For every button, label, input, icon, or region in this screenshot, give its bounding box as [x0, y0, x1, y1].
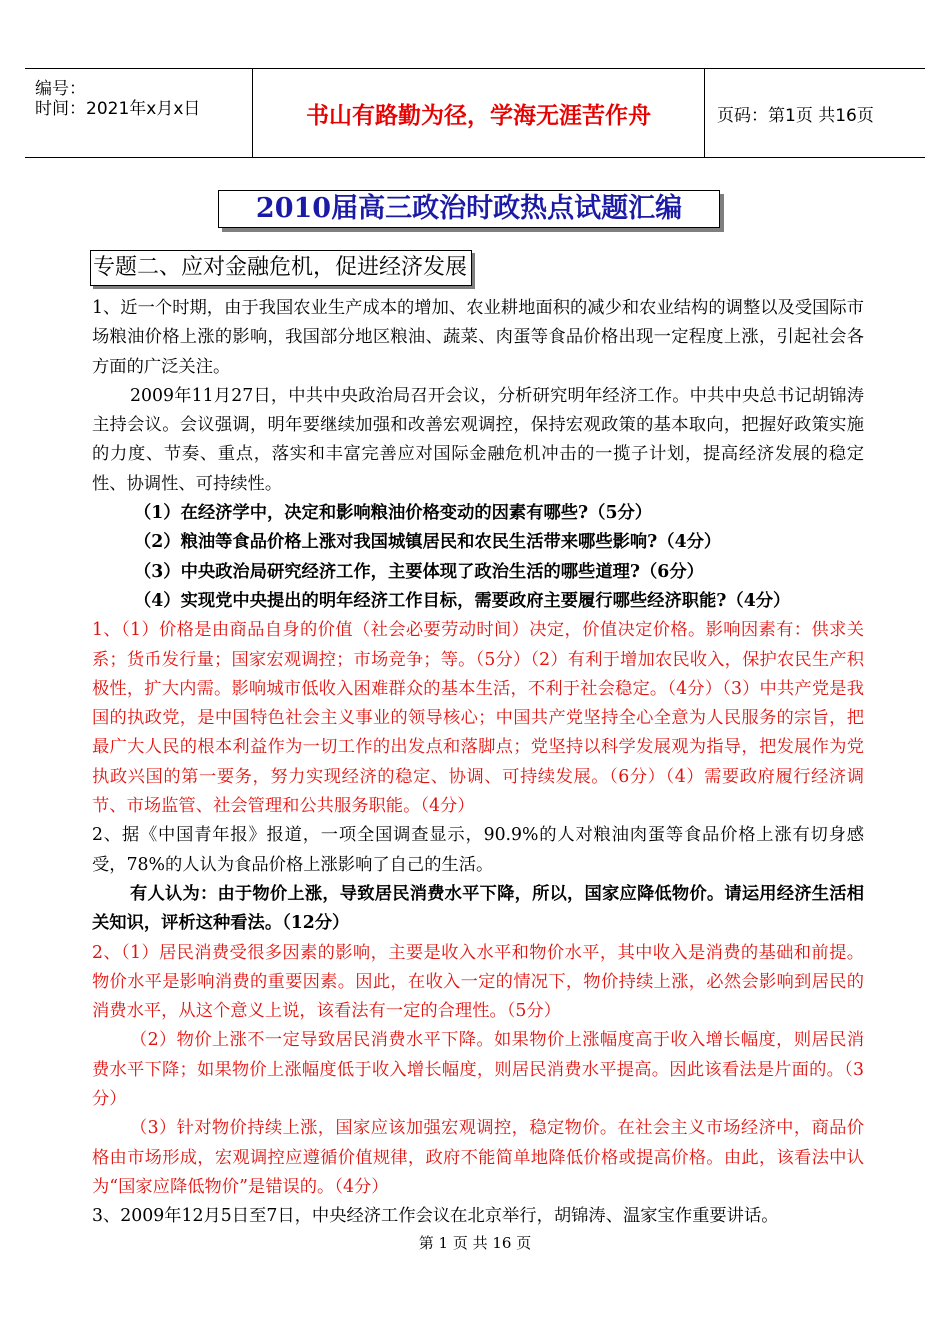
q2-intro: 2、据《中国青年报》报道，一项全国调查显示，90.9%的人对粮油肉蛋等食品价格上涨有切身感受，78%的人认为食品价格上涨影响了自己的生活。	[92, 825, 864, 875]
time-label: 时间：2021年x月x日	[35, 99, 201, 119]
page-header	[25, 68, 925, 158]
answer-2-part3: （3）针对物价持续上涨，国家应该加强宏观调控，稳定物价。在社会主义市场经济中，商品价格由市场形成，宏观调控应遵循价值规律，政府不能简单地降低价格或提高价格。由此，该看法中认为“国家应降低物价”是错误的。（4分）	[92, 1118, 864, 1197]
q1-intro: 1、近一个时期，由于我国农业生产成本的增加、农业耕地面积的减少和农业结构的调整以及受国际市场粮油价格上涨的影响，我国部分地区粮油、蔬菜、肉蛋等食品价格出现一定程度上涨，引起社会各方面的广泛关注。	[92, 298, 864, 377]
q1-sub2: （2）粮油等食品价格上涨对我国城镇居民和农民生活带来哪些影响?（4分）	[134, 532, 722, 553]
q1-sub4: （4）实现党中央提出的明年经济工作目标，需要政府主要履行哪些经济职能?（4分）	[134, 590, 791, 611]
document-body	[92, 294, 864, 1232]
header-meta	[25, 69, 253, 157]
number-label: 编号：	[35, 79, 86, 99]
q1-sub1: （1）在经济学中，决定和影响粮油价格变动的因素有哪些?（5分）	[134, 503, 653, 524]
document-title: 2010届高三政治时政热点试题汇编	[218, 190, 720, 228]
page-footer: 第 1 页 共 16 页	[418, 1234, 532, 1252]
header-motto: 书山有路勤为径，学海无涯苦作舟	[253, 69, 705, 157]
answer-1: 1、（1）价格是由商品自身的价值（社会必要劳动时间）决定，价值决定价格。影响因素有：供求关系；货币发行量；国家宏观调控；市场竞争；等。（5分）（2）有利于增加农民收入，保护农民生产积极性，扩大内需。影响城市低收入困难群众的基本生活，不利于社会稳定。（4分）（3）中共产党是我国的执政党，是中国特色社会主义事业的领导核心；中国共产党坚持全心全意为人民服务的宗旨，把最广大人民的根本利益作为一切工作的出发点和落脚点；党坚持以科学发展观为指导，把发展作为党执政兴国的第一要务，努力实现经济的稳定、协调、可持续发展。（6分）（4）需要政府履行经济调节、市场监管、社会管理和公共服务职能。（4分）	[92, 620, 864, 817]
topic-heading: 专题二、应对金融危机，促进经济发展	[90, 250, 472, 286]
q2-question: 有人认为：由于物价上涨，导致居民消费水平下降，所以，国家应降低物价。请运用经济生活相关知识，评析这种看法。（12分）	[92, 883, 864, 934]
header-page-info: 页码：第1页 共16页	[717, 105, 874, 126]
answer-2-part1: 2、（1）居民消费受很多因素的影响，主要是收入水平和物价水平，其中收入是消费的基础和前提。物价水平是影响消费的重要因素。因此，在收入一定的情况下，物价持续上涨，必然会影响到居民的消费水平，从这个意义上说，该看法有一定的合理性。（5分）	[92, 942, 864, 1022]
q1-sub3: （3）中央政治局研究经济工作，主要体现了政治生活的哪些道理?（6分）	[134, 561, 704, 582]
q1-context: 2009年11月27日，中共中央政治局召开会议，分析研究明年经济工作。中共中央总书记胡锦涛主持会议。会议强调，明年要继续加强和改善宏观调控，保持宏观政策的基本取向，把握好政策实施的力度、节奏、重点，落实和丰富完善应对国际金融危机冲击的一揽子计划，提高经济发展的稳定性、协调性、可持续性。	[92, 385, 864, 494]
answer-2-part2: （2）物价上涨不一定导致居民消费水平下降。如果物价上涨幅度高于收入增长幅度，则居民消费水平下降；如果物价上涨幅度低于收入增长幅度，则居民消费水平提高。因此该看法是片面的。（3分）	[92, 1030, 864, 1110]
q3-intro: 3、2009年12月5日至7日，中央经济工作会议在北京举行，胡锦涛、温家宝作重要讲话。	[92, 1206, 779, 1227]
